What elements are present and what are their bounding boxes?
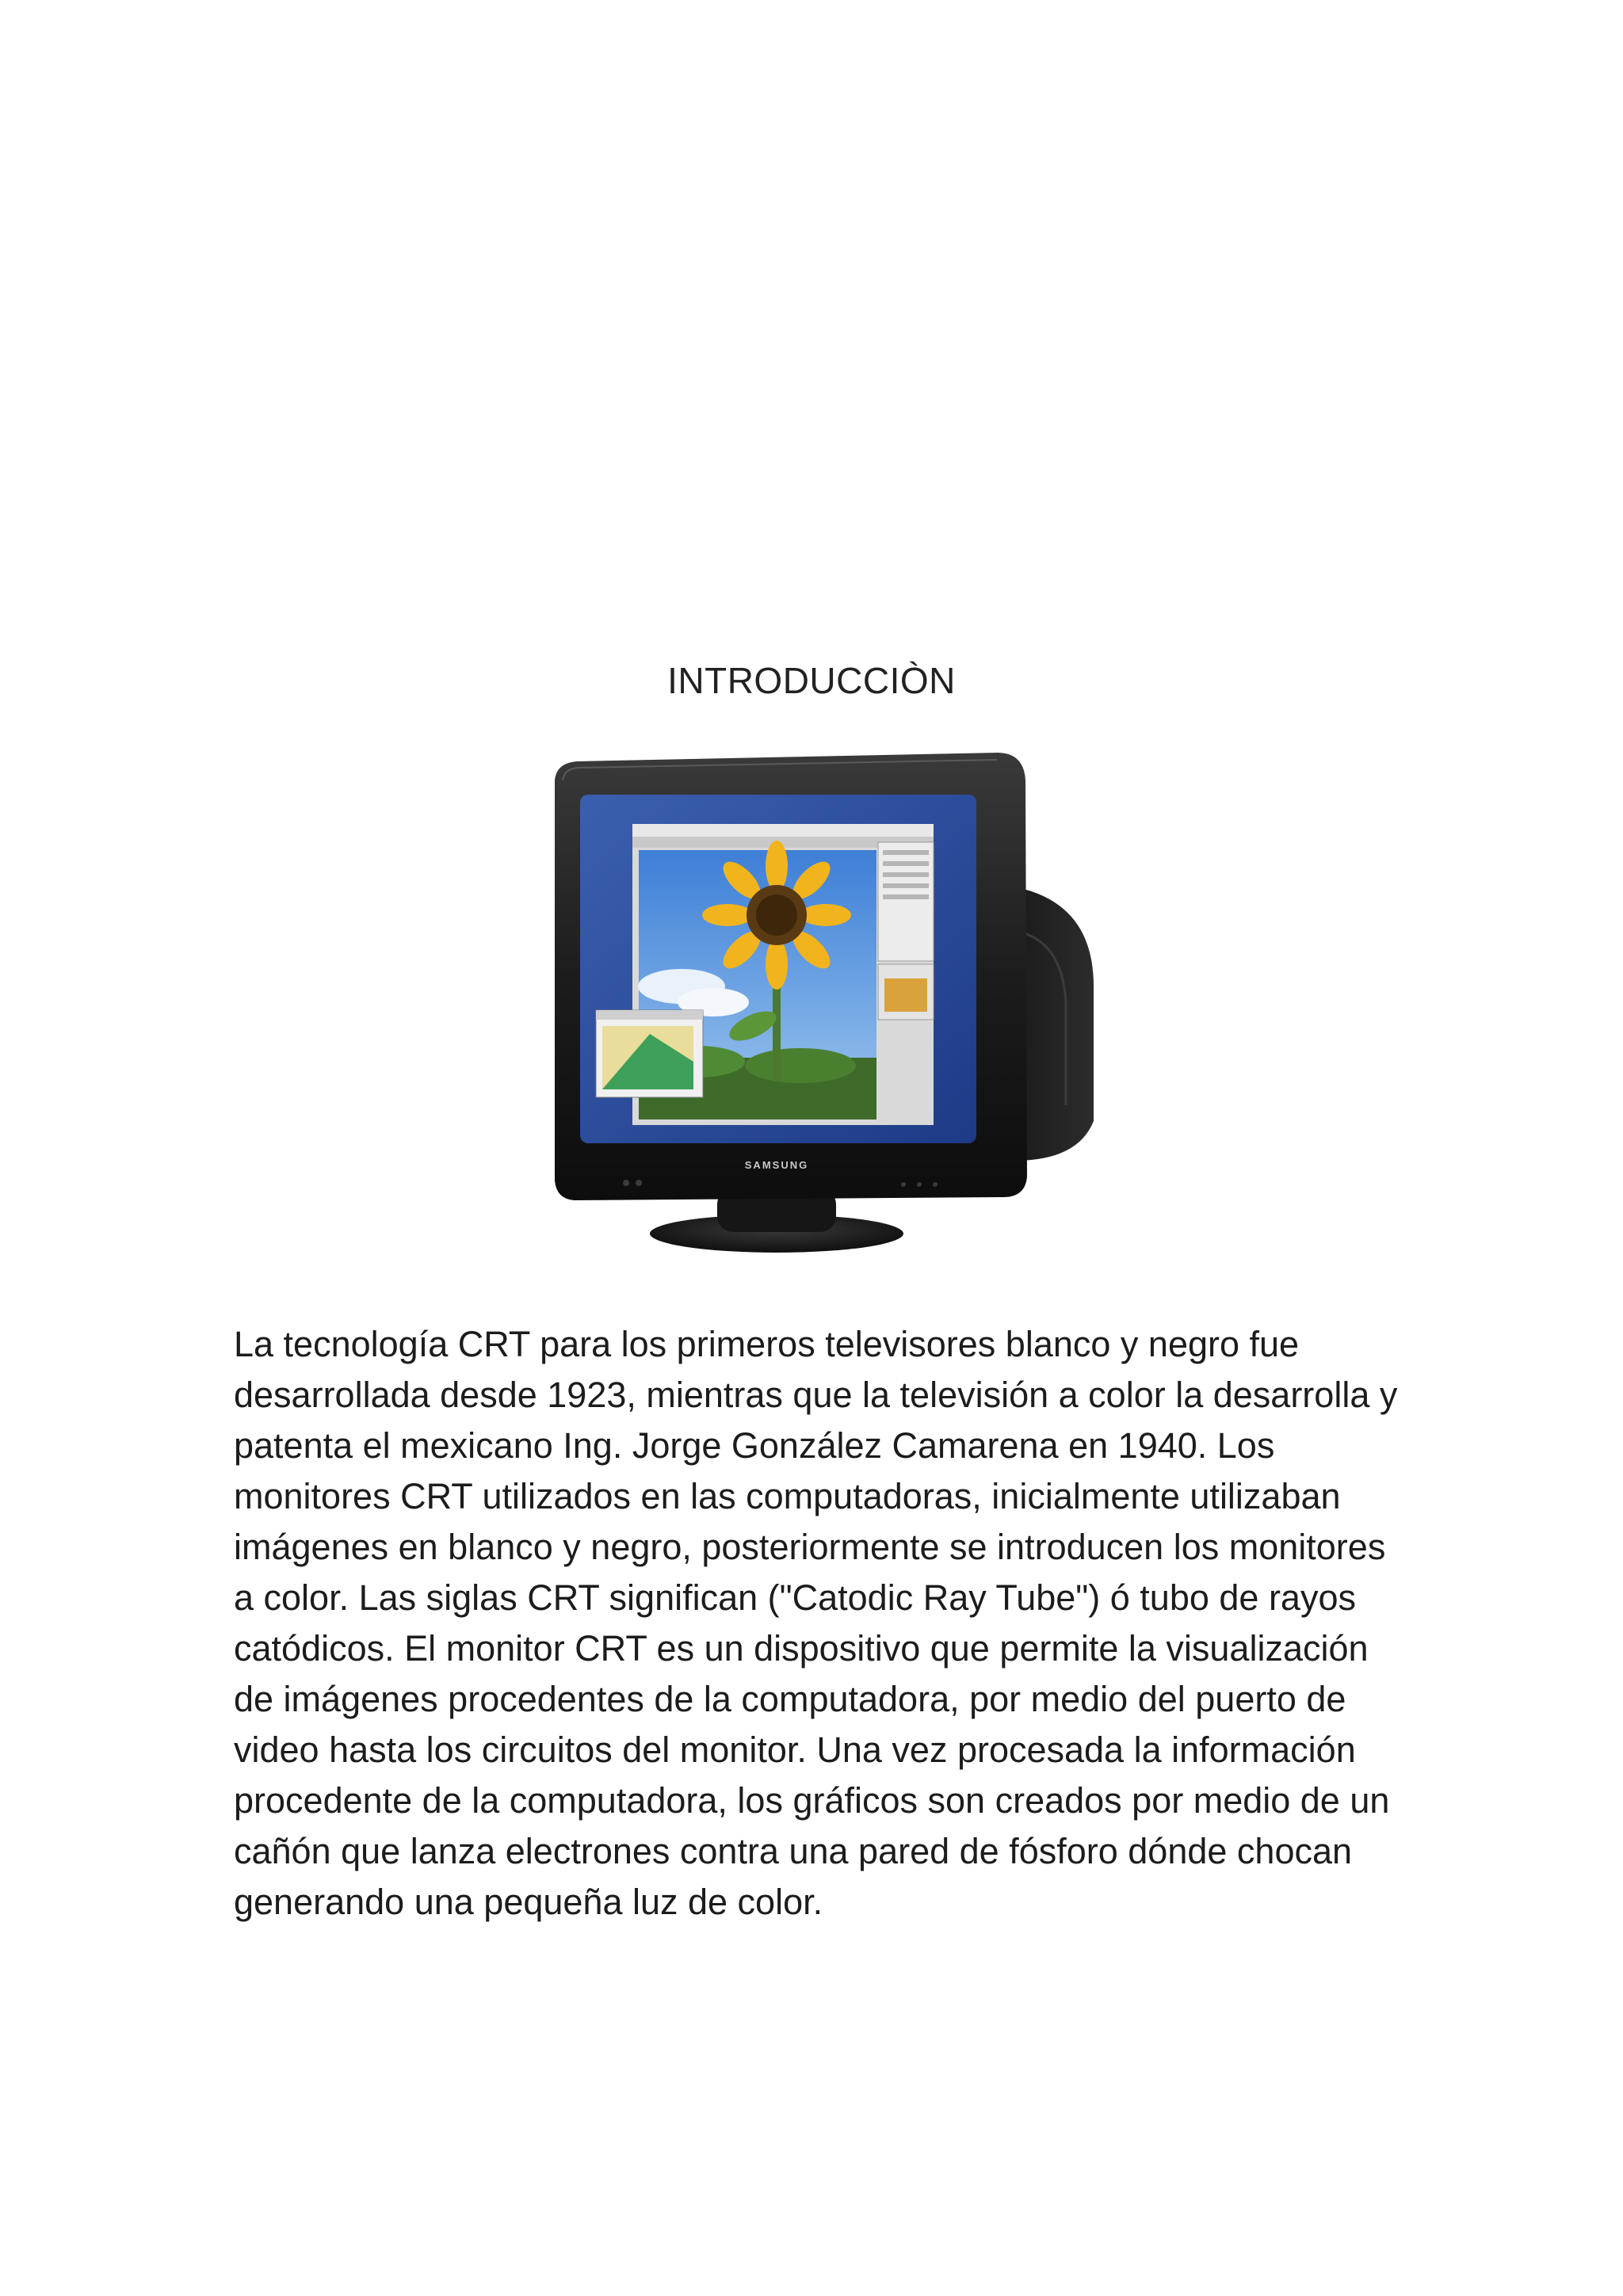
brand-logo: SAMSUNG: [744, 1159, 809, 1171]
crt-monitor-image: [539, 749, 1109, 1256]
paragraph-text: La tecnología CRT para los primeros televisores blanco y negro fue desarrollada desde 1923, mientras que la televisión a color la desarrolla y patenta el mexicano Ing. Jorge González Camarena en 1940. Los monitores CRT utilizados en las computadoras, inicialmente utilizaban imágenes en blanco y negro, posteriormente se introducen los monitores a color. Las siglas CRT significan ("Catodic Ray Tube") ó tubo de rayos catódicos. El monitor CRT es un dispositivo que permite la visualización de imágenes procedentes de la computadora, por medio del puerto de video hasta los circuitos del monitor. Una vez procesada la información procedente de la computadora, los gráficos son creados por medio de un cañón que lanza electrones contra una pared de fósforo dónde chocan generando una pequeña luz de color.: [234, 1324, 1398, 1922]
page-title: INTRODUCCIÒN: [667, 660, 956, 701]
intro-paragraph: [234, 1319, 1407, 1928]
